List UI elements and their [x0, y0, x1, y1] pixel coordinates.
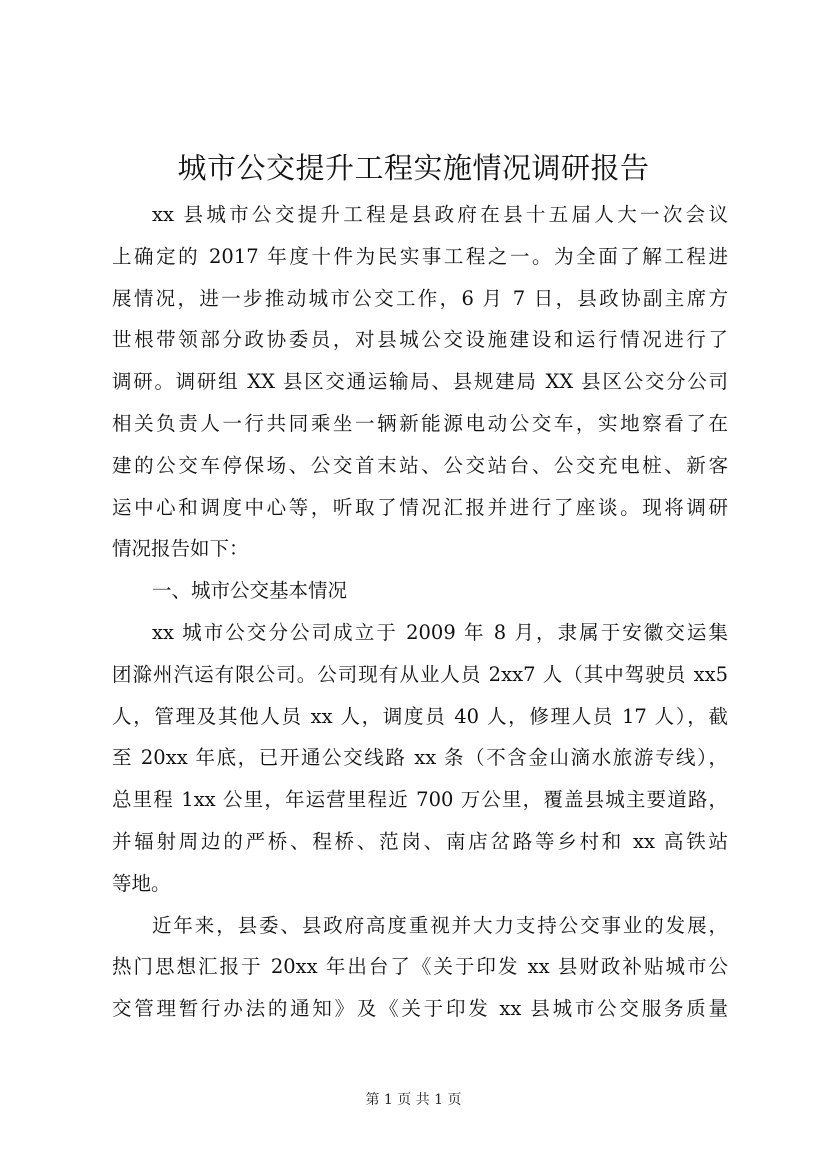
paragraph-line: 并辐射周边的严桥、程桥、范岗、南店岔路等乡村和 xx 高铁站	[112, 829, 728, 853]
section-heading: 一、城市公交基本情况	[152, 579, 348, 603]
paragraph-line: xx 城市公交分公司成立于 2009 年 8 月，隶属于安徽交运集	[152, 620, 728, 644]
document-body	[112, 194, 728, 1030]
paragraph-line: 热门思想汇报于 20xx 年出台了《关于印发 xx 县财政补贴城市公	[112, 955, 728, 979]
page-footer: 第 1 页 共 1 页	[365, 1092, 462, 1108]
paragraph-line: 人，管理及其他人员 xx 人，调度员 40 人，修理人员 17 人），截	[112, 704, 728, 728]
paragraph-line: 情况报告如下：	[112, 537, 249, 561]
paragraph-line: 展情况，进一步推动城市公交工作，6 月 7 日，县政协副主席方	[112, 286, 728, 310]
paragraph-line: 相关负责人一行共同乘坐一辆新能源电动公交车，实地察看了在	[112, 411, 728, 435]
paragraph-line: 至 20xx 年底，已开通公交线路 xx 条（不含金山滴水旅游专线），	[112, 746, 728, 770]
paragraph-line: 上确定的 2017 年度十件为民实事工程之一。为全面了解工程进	[112, 244, 728, 268]
paragraph-line: 等地。	[112, 871, 171, 895]
document-title: 城市公交提升工程实施情况调研报告	[177, 151, 650, 185]
paragraph-line: 交管理暂行办法的通知》及《关于印发 xx 县城市公交服务质量	[112, 997, 728, 1021]
paragraph-line: 运中心和调度中心等，听取了情况汇报并进行了座谈。现将调研	[112, 495, 728, 519]
paragraph-line: 世根带领部分政协委员，对县城公交设施建设和运行情况进行了	[112, 328, 728, 352]
paragraph-line: 建的公交车停保场、公交首末站、公交站台、公交充电桩、新客	[112, 453, 728, 477]
paragraph-line: xx 县城市公交提升工程是县政府在县十五届人大一次会议	[152, 203, 728, 226]
paragraph-line: 近年来，县委、县政府高度重视并大力支持公交事业的发展，	[152, 913, 728, 937]
paragraph-line: 团滁州汽运有限公司。公司现有从业人员 2xx7 人（其中驾驶员 xx5	[112, 662, 728, 686]
paragraph-line: 总里程 1xx 公里，年运营里程近 700 万公里，覆盖县城主要道路，	[112, 788, 728, 812]
paragraph-line: 调研。调研组 XX 县区交通运输局、县规建局 XX 县区公交分公司	[112, 370, 728, 394]
